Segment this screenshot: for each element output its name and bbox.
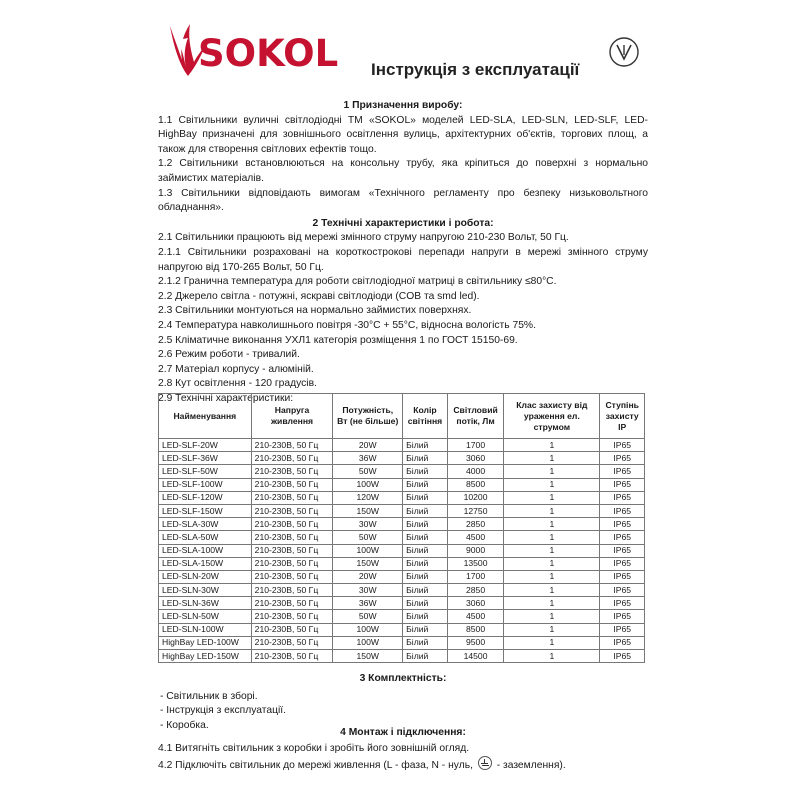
table-cell: 12750 (447, 504, 503, 517)
section-1-heading: 1 Призначення виробу: (343, 100, 463, 111)
table-cell: 150W (333, 504, 403, 517)
list-item: - Світильник в зборі. (160, 690, 258, 702)
paragraph-1-1: 1.1 Світильники вуличні світлодіодні ТМ «SOKOL» моделей LED-SLA, LED-SLN, LED-SLF, LED-HighBay призначені для зовнішнього освітлення вулиць, архітектурних об'єктів, торгових площ, а також для створення світлових ефектів тощо. (158, 114, 648, 155)
table-cell: IP65 (600, 518, 645, 531)
table-cell: 2850 (447, 518, 503, 531)
main-text (158, 99, 648, 406)
table-cell: LED-SLA-30W (159, 518, 252, 531)
table-cell: 2850 (447, 584, 503, 597)
list-item: - Коробка. (160, 719, 209, 731)
table-cell: 150W (333, 650, 403, 663)
table-cell: 1 (504, 544, 600, 557)
table-cell: Білий (403, 544, 448, 557)
table-row (159, 491, 645, 504)
table-cell: IP65 (600, 465, 645, 478)
table-cell: LED-SLA-50W (159, 531, 252, 544)
table-row (159, 518, 645, 531)
table-cell: IP65 (600, 636, 645, 649)
table-cell: IP65 (600, 452, 645, 465)
table-cell: 4500 (447, 531, 503, 544)
table-cell: 50W (333, 465, 403, 478)
table-body (159, 439, 645, 663)
table-cell: Білий (403, 491, 448, 504)
table-cell: 8500 (447, 623, 503, 636)
page-title: Інструкція з експлуатації (371, 60, 580, 79)
table-cell: IP65 (600, 439, 645, 452)
table-cell: 1 (504, 531, 600, 544)
table-row (159, 465, 645, 478)
table-cell: Білий (403, 478, 448, 491)
table-cell: 3060 (447, 452, 503, 465)
table-cell: 210-230В, 50 Гц (251, 518, 333, 531)
table-cell: 150W (333, 557, 403, 570)
table-cell: 13500 (447, 557, 503, 570)
table-cell: 1700 (447, 570, 503, 583)
table-cell: 36W (333, 452, 403, 465)
table-cell: 1 (504, 491, 600, 504)
paragraph-2-7: 2.7 Матеріал корпусу - алюміній. (158, 363, 314, 375)
table-cell: 210-230В, 50 Гц (251, 610, 333, 623)
table-row (159, 610, 645, 623)
paragraph-2-1-1: 2.1.1 Світильники розраховані на короткострокові перепади напруги в мережі змінного струму напругою від 170-265 Вольт, 50 Гц. (158, 246, 648, 273)
table-cell: 50W (333, 610, 403, 623)
table-cell: 20W (333, 570, 403, 583)
table-cell: 9000 (447, 544, 503, 557)
table-row (159, 544, 645, 557)
table-cell: LED-SLN-36W (159, 597, 252, 610)
table-cell: 1700 (447, 439, 503, 452)
table-cell: LED-SLF-20W (159, 439, 252, 452)
paragraph-2-9: 2.9 Технічні характеристики: (158, 392, 294, 404)
table-cell: 8500 (447, 478, 503, 491)
table-row (159, 557, 645, 570)
table-cell: 1 (504, 623, 600, 636)
table-cell: 1 (504, 504, 600, 517)
column-header: Світловий потік, Лм (447, 394, 503, 439)
table-cell: LED-SLF-150W (159, 504, 252, 517)
table-cell: IP65 (600, 610, 645, 623)
table-cell: Білий (403, 623, 448, 636)
table-cell: 210-230В, 50 Гц (251, 584, 333, 597)
table-cell: 210-230В, 50 Гц (251, 636, 333, 649)
table-cell: IP65 (600, 597, 645, 610)
table-cell: IP65 (600, 544, 645, 557)
table-cell: 30W (333, 518, 403, 531)
table-header-row (159, 394, 645, 439)
paragraph-4-2-start: 4.2 Підключіть світильник до мережі живлення (L - фаза, N - нуль, (158, 760, 473, 771)
table-cell: 210-230В, 50 Гц (251, 557, 333, 570)
table-cell: 210-230В, 50 Гц (251, 504, 333, 517)
table-cell: IP65 (600, 478, 645, 491)
paragraph-2-3: 2.3 Світильники монтуються на нормально займистих поверхнях. (158, 305, 472, 317)
table-cell: LED-SLF-100W (159, 478, 252, 491)
paragraph-2-8: 2.8 Кут освітлення - 120 градусів. (158, 378, 317, 390)
table-cell: LED-SLA-150W (159, 557, 252, 570)
paragraph-4-2 (158, 756, 648, 774)
table-cell: 1 (504, 584, 600, 597)
column-header: Найменування (159, 394, 252, 439)
column-header: Напруга живлення (251, 394, 333, 439)
table-cell: 1 (504, 610, 600, 623)
table-row (159, 452, 645, 465)
section-2-heading: 2 Технічні характеристики і робота: (312, 217, 494, 229)
table-cell: 3060 (447, 597, 503, 610)
sokol-logo (160, 18, 350, 80)
table-cell: Білий (403, 650, 448, 663)
table-cell: HighBay LED-150W (159, 650, 252, 663)
list-item: - Інструкція з експлуатації. (160, 705, 287, 717)
table-cell: 1 (504, 636, 600, 649)
table-cell: 120W (333, 491, 403, 504)
table-row (159, 439, 645, 452)
table-cell: 100W (333, 544, 403, 557)
table-cell: 1 (504, 570, 600, 583)
table-cell: 10200 (447, 491, 503, 504)
table-cell: 14500 (447, 650, 503, 663)
table-row (159, 623, 645, 636)
paragraph-4-1: 4.1 Витягніть світильник з коробки і зробіть його зовнішній огляд. (158, 742, 470, 754)
paragraph-2-6: 2.6 Режим роботи - тривалий. (158, 349, 300, 361)
table-cell: 30W (333, 584, 403, 597)
table-cell: Білий (403, 610, 448, 623)
table-cell: LED-SLA-100W (159, 544, 252, 557)
table-cell: Білий (403, 557, 448, 570)
table-cell: Білий (403, 570, 448, 583)
paragraph-1-3: 1.3 Світильники відповідають вимогам «Технічного регламенту про безпеку низьковольтного обладнання». (158, 187, 648, 214)
column-header: Колір світіння (403, 394, 448, 439)
table-cell: 210-230В, 50 Гц (251, 452, 333, 465)
table-cell: 100W (333, 478, 403, 491)
table-cell: 1 (504, 650, 600, 663)
table-cell: LED-SLN-50W (159, 610, 252, 623)
table-row (159, 584, 645, 597)
table-cell: 1 (504, 478, 600, 491)
table-row (159, 531, 645, 544)
paragraph-1-2: 1.2 Світильники встановлюються на консольну трубу, яка кріпиться до поверхні з нормально займистих матеріалів. (158, 158, 648, 184)
table-cell: LED-SLF-36W (159, 452, 252, 465)
table-cell: 210-230В, 50 Гц (251, 491, 333, 504)
paragraph-4-2-end: - заземлення). (496, 760, 566, 771)
table-cell: 4500 (447, 610, 503, 623)
table-cell: Білий (403, 636, 448, 649)
paragraph-2-5: 2.5 Кліматичне виконання УХЛ1 категорія розміщення 1 по ГОСТ 15150-69. (158, 334, 518, 346)
paragraph-2-4: 2.4 Температура навколишнього повітря -30°С + 55°С, відносна вологість 75%. (158, 319, 536, 331)
ground-symbol-icon (478, 756, 492, 770)
table-cell: 100W (333, 623, 403, 636)
table-cell: LED-SLN-20W (159, 570, 252, 583)
table-cell: IP65 (600, 570, 645, 583)
table-cell: LED-SLN-30W (159, 584, 252, 597)
table-cell: 9500 (447, 636, 503, 649)
table-cell: Білий (403, 531, 448, 544)
table-cell: 210-230В, 50 Гц (251, 478, 333, 491)
table-row (159, 570, 645, 583)
table-cell: IP65 (600, 557, 645, 570)
table-cell: 50W (333, 531, 403, 544)
table-cell: 1 (504, 439, 600, 452)
table-cell: 36W (333, 597, 403, 610)
table-cell: LED-SLF-120W (159, 491, 252, 504)
table-cell: 210-230В, 50 Гц (251, 439, 333, 452)
table-cell: Білий (403, 452, 448, 465)
paragraph-2-1-2: 2.1.2 Гранична температура для роботи світлодіодної матриці в світильнику ≤80°С. (158, 276, 557, 288)
table-cell: Білий (403, 597, 448, 610)
table-row (159, 478, 645, 491)
table-cell: LED-SLF-50W (159, 465, 252, 478)
table-cell: IP65 (600, 623, 645, 636)
table-cell: Білий (403, 439, 448, 452)
spec-table (158, 393, 645, 663)
column-header: Клас захисту від ураження ел. струмом (504, 394, 600, 439)
table-cell: 1 (504, 557, 600, 570)
table-cell: 210-230В, 50 Гц (251, 597, 333, 610)
table-row (159, 597, 645, 610)
table-cell: 1 (504, 597, 600, 610)
table-cell: HighBay LED-100W (159, 636, 252, 649)
table-cell: 210-230В, 50 Гц (251, 570, 333, 583)
table-row (159, 636, 645, 649)
table-cell: 210-230В, 50 Гц (251, 531, 333, 544)
table-cell: 210-230В, 50 Гц (251, 465, 333, 478)
table-cell: IP65 (600, 531, 645, 544)
column-header: Ступінь захисту IP (600, 394, 645, 439)
table-cell: 20W (333, 439, 403, 452)
section-4 (158, 725, 648, 774)
brand-name: SOKOL (198, 32, 339, 75)
table-cell: IP65 (600, 504, 645, 517)
table-cell: 1 (504, 452, 600, 465)
table-row (159, 504, 645, 517)
table-cell: 1 (504, 465, 600, 478)
table-cell: 210-230В, 50 Гц (251, 544, 333, 557)
table-row (159, 650, 645, 663)
certification-mark-icon (608, 36, 640, 68)
table-cell: Білий (403, 504, 448, 517)
table-cell: IP65 (600, 491, 645, 504)
table-cell: LED-SLN-100W (159, 623, 252, 636)
table-cell: IP65 (600, 584, 645, 597)
paragraph-2-2: 2.2 Джерело світла - потужні, яскраві світлодіоди (COB та smd led). (158, 290, 480, 302)
table-cell: IP65 (600, 650, 645, 663)
table-cell: 4000 (447, 465, 503, 478)
table-cell: Білий (403, 465, 448, 478)
table-cell: Білий (403, 584, 448, 597)
table-cell: 100W (333, 636, 403, 649)
table-cell: 1 (504, 518, 600, 531)
column-header: Потужність, Вт (не більше) (333, 394, 403, 439)
table-cell: 210-230В, 50 Гц (251, 623, 333, 636)
paragraph-2-1: 2.1 Світильники працюють від мережі змінного струму напругою 210-230 Вольт, 50 Гц. (158, 232, 569, 244)
section-3-heading: 3 Комплектність: (359, 673, 447, 684)
table-cell: 210-230В, 50 Гц (251, 650, 333, 663)
section-4-heading: 4 Монтаж і підключення: (340, 727, 466, 738)
table-cell: Білий (403, 518, 448, 531)
